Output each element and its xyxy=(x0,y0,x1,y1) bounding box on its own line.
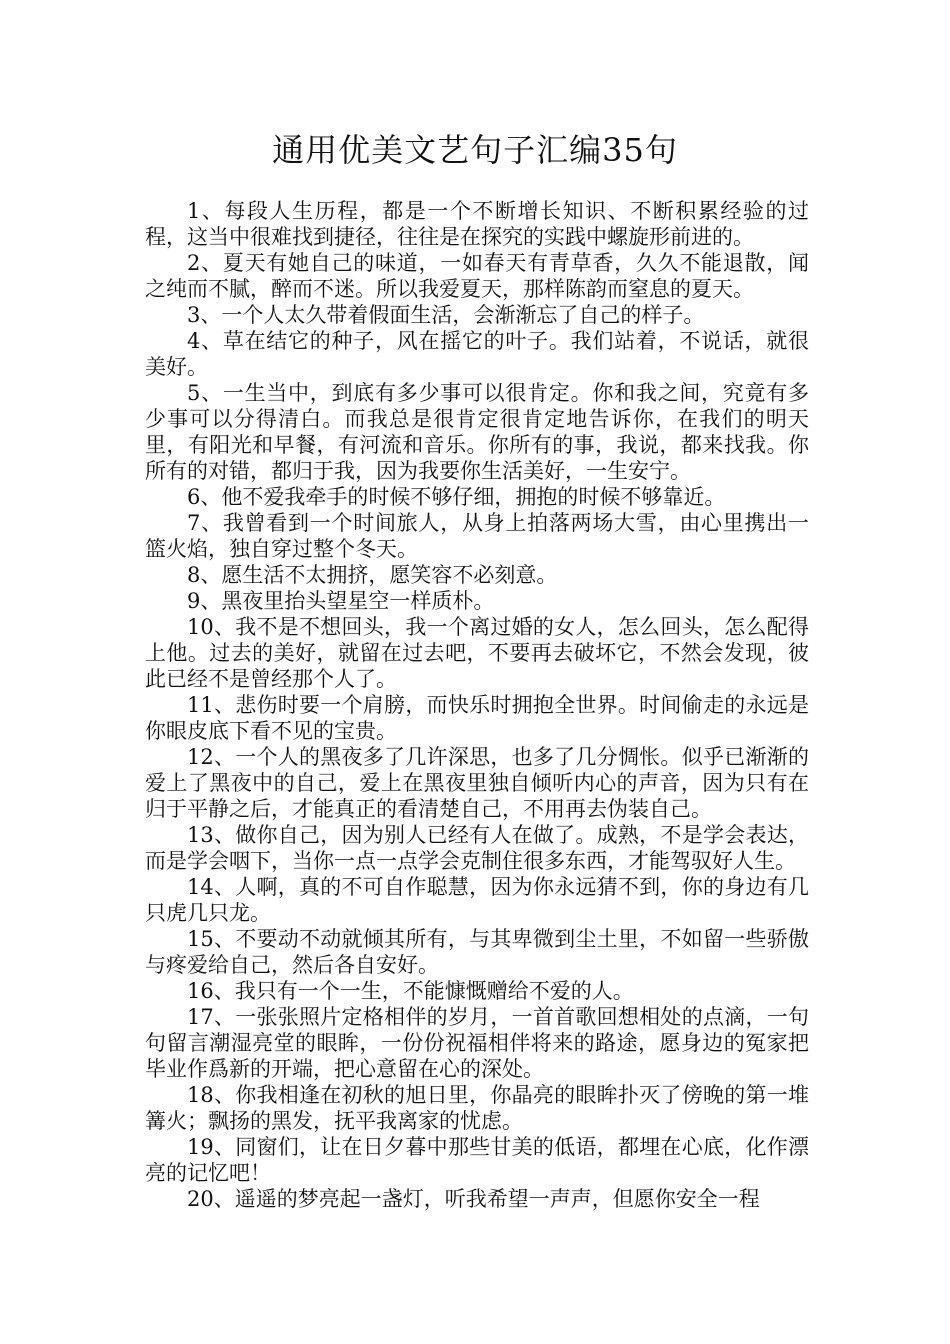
paragraph-5: 5、一生当中，到底有多少事可以很肯定。你和我之间，究竟有多少事可以分得清白。而我总是很肯定很肯定地告诉你，在我们的明天里，有阳光和早餐，有河流和音乐。你所有的事，我说，都来找我。你所有的对错，都归于我，因为我要你生活美好，一生安宁。 xyxy=(145,381,809,483)
paragraph-7: 7、我曾看到一个时间旅人，从身上拍落两场大雪，由心里携出一篮火焰，独自穿过整个冬天。 xyxy=(145,511,809,561)
paragraph-11: 11、悲伤时要一个肩膀，而快乐时拥抱全世界。时间偷走的永远是你眼皮底下看不见的宝贵。 xyxy=(145,693,809,743)
paragraph-2: 2、夏天有她自己的味道，一如春天有青草香，久久不能退散，闻之纯而不腻，醉而不迷。所以我爱夏天，那样陈韵而窒息的夏天。 xyxy=(145,251,809,301)
paragraph-3: 3、一个人太久带着假面生活，会渐渐忘了自己的样子。 xyxy=(187,303,705,327)
paragraph-15: 15、不要动不动就倾其所有，与其卑微到尘土里，不如留一些骄傲与疼爱给自己，然后各自安好。 xyxy=(145,927,809,977)
paragraph-8: 8、愿生活不太拥挤，愿笑容不必刻意。 xyxy=(187,563,558,587)
paragraph-17: 17、一张张照片定格相伴的岁月，一首首歌回想相处的点滴，一句句留言潮湿亮堂的眼眸，一份份祝福相伴将来的路途，愿身边的冤家把毕业作爲新的开端，把心意留在心的深处。 xyxy=(145,1005,809,1081)
document-title: 通用优美文艺句子汇编35句 xyxy=(272,131,678,169)
document-body xyxy=(145,198,809,1212)
paragraph-19: 19、同窗们，让在日夕暮中那些甘美的低语，都埋在心底，化作漂亮的记忆吧！ xyxy=(145,1135,809,1185)
paragraph-18: 18、你我相逢在初秋的旭日里，你晶亮的眼眸扑灭了傍晚的第一堆篝火；飘扬的黑发，抚平我离家的忧虑。 xyxy=(145,1083,809,1133)
paragraph-9: 9、黑夜里抬头望星空一样质朴。 xyxy=(187,589,495,613)
paragraph-6: 6、他不爱我牵手的时候不够仔细，拥抱的时候不够靠近。 xyxy=(187,485,726,509)
paragraph-14: 14、人啊，真的不可自作聪慧，因为你永远猜不到，你的身边有几只虎几只龙。 xyxy=(145,875,809,925)
paragraph-16: 16、我只有一个一生，不能慷慨赠给不爱的人。 xyxy=(187,979,634,1003)
paragraph-1: 1、每段人生历程，都是一个不断增长知识、不断积累经验的过程，这当中很难找到捷径，往往是在探究的实践中螺旋形前进的。 xyxy=(145,199,809,249)
paragraph-13: 13、做你自己，因为别人已经有人在做了。成熟，不是学会表达，而是学会咽下，当你一点一点学会克制住很多东西，才能驾驭好人生。 xyxy=(145,823,809,873)
paragraph-12: 12、一个人的黑夜多了几许深思，也多了几分惆怅。似乎已渐渐的爱上了黑夜中的自己，爱上在黑夜里独自倾听内心的声音，因为只有在归于平静之后，才能真正的看清楚自己，不用再去伪装自己。 xyxy=(145,745,809,821)
paragraph-10: 10、我不是不想回头，我一个离过婚的女人，怎么回头，怎么配得上他。过去的美好，就留在过去吧，不要再去破坏它，不然会发现，彼此已经不是曾经那个人了。 xyxy=(145,615,809,691)
paragraph-20: 20、遥遥的梦亮起一盏灯，听我希望一声声，但愿你安全一程 xyxy=(187,1187,760,1211)
paragraph-4: 4、草在结它的种子，风在摇它的叶子。我们站着，不说话，就很美好。 xyxy=(145,329,809,379)
